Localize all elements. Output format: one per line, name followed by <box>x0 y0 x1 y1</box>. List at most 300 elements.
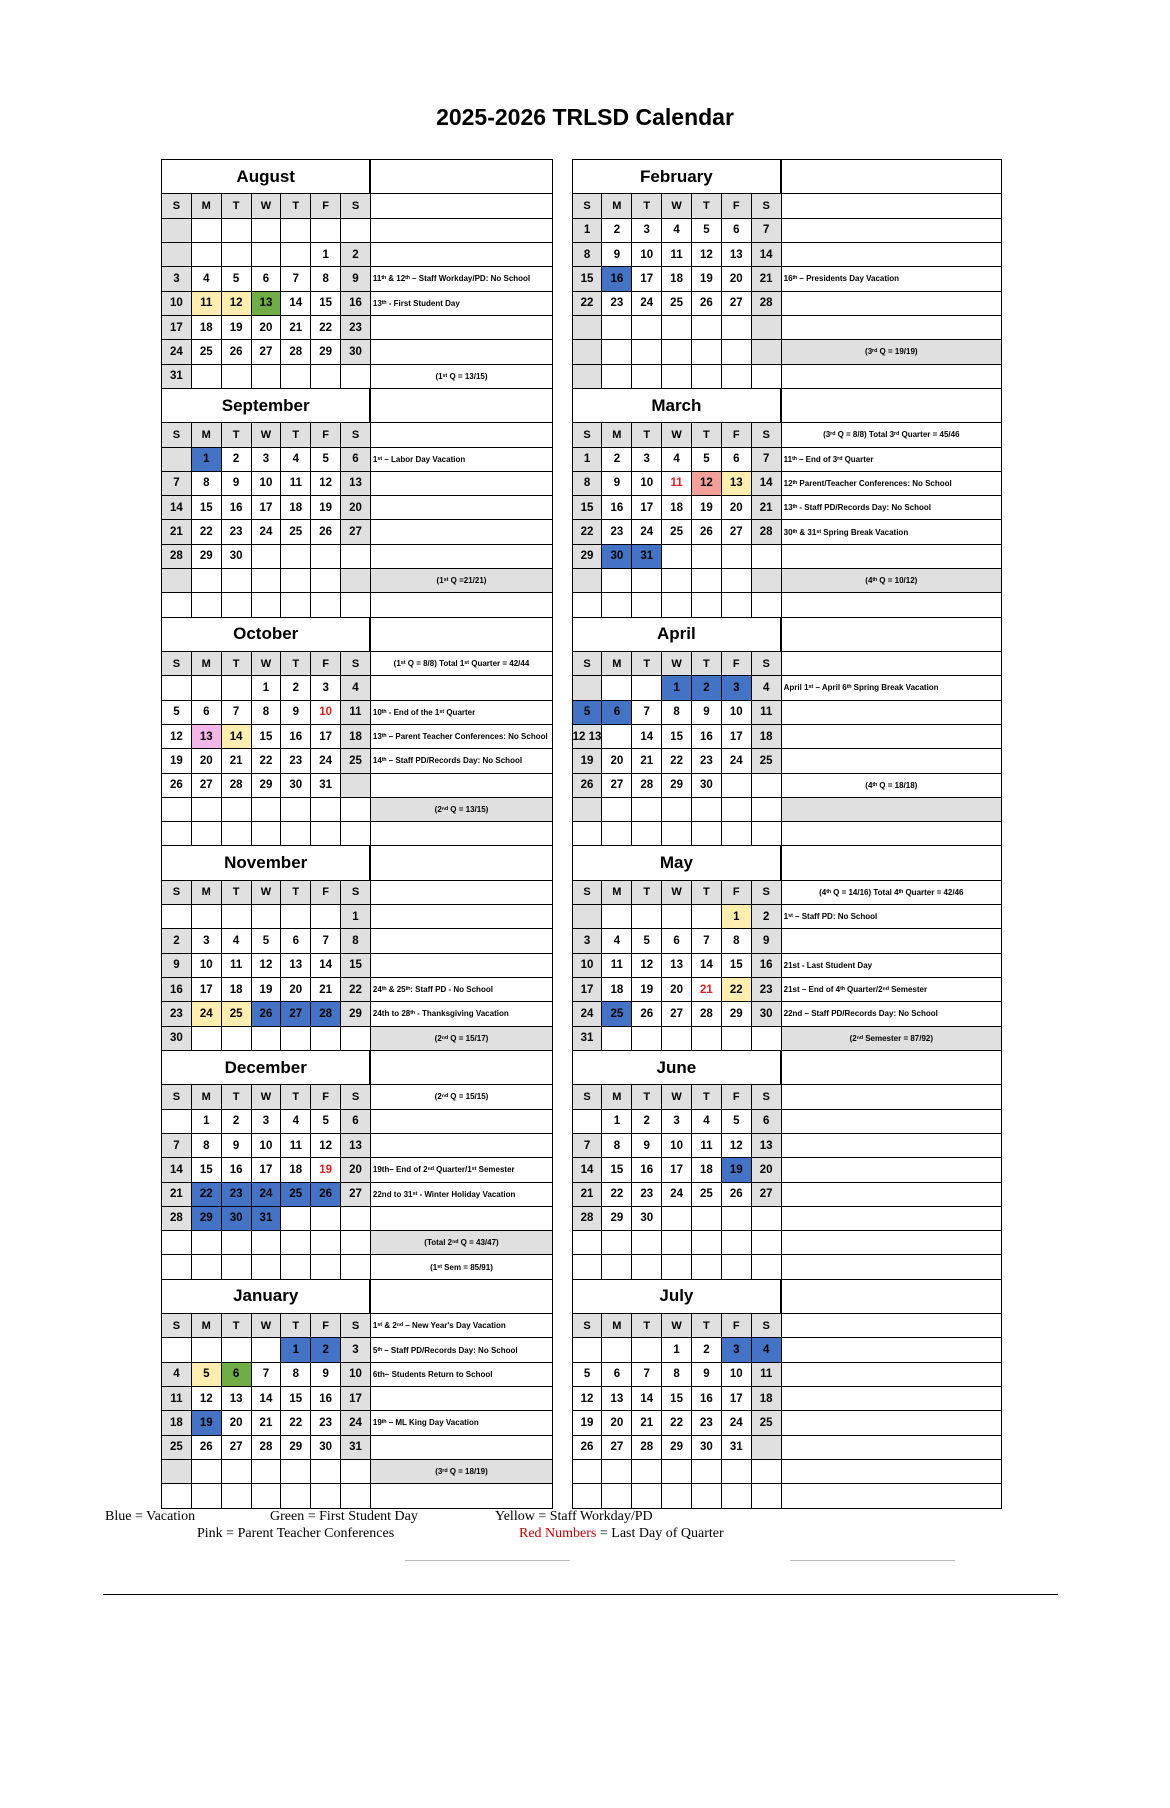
day-cell: 8 <box>191 1133 221 1157</box>
day-cell: 27 <box>602 773 632 797</box>
day-cell <box>721 569 751 593</box>
day-cell: 6 <box>602 1362 632 1386</box>
day-cell <box>341 218 371 242</box>
day-cell: 8 <box>572 243 602 267</box>
weekday-header: T <box>281 1314 311 1338</box>
note-cell: (2ⁿᵈ Q = 15/17) <box>370 1026 552 1050</box>
note-cell <box>781 218 1001 242</box>
day-cell: 2 <box>311 1338 341 1362</box>
day-cell <box>662 593 692 617</box>
day-cell: 21 <box>221 749 251 773</box>
column-gap <box>553 749 573 773</box>
day-cell: 19 <box>311 496 341 520</box>
note-cell <box>781 1362 1001 1386</box>
month-name: June <box>572 1050 781 1084</box>
day-cell: 22 <box>572 291 602 315</box>
day-cell <box>692 544 722 568</box>
day-cell: 5 <box>692 447 722 471</box>
weekday-header: T <box>692 652 722 676</box>
day-cell <box>721 315 751 339</box>
weekday-header: M <box>191 194 221 218</box>
day-cell: 18 <box>751 1387 781 1411</box>
day-cell <box>692 569 722 593</box>
day-cell <box>572 797 602 821</box>
weekday-header: S <box>572 880 602 904</box>
note-cell <box>370 194 552 218</box>
day-cell <box>632 905 662 929</box>
day-cell: 16 <box>692 1387 722 1411</box>
day-cell: 22 <box>662 749 692 773</box>
column-gap <box>553 1050 573 1084</box>
day-cell: 5 <box>251 929 281 953</box>
day-cell: 1 <box>662 1338 692 1362</box>
day-cell <box>662 1255 692 1279</box>
day-cell: 23 <box>162 1002 192 1026</box>
day-cell: 29 <box>281 1435 311 1459</box>
day-cell: 4 <box>191 267 221 291</box>
day-cell <box>632 1338 662 1362</box>
note-cell <box>370 822 552 846</box>
day-cell: 25 <box>341 749 371 773</box>
day-cell <box>221 676 251 700</box>
day-cell: 13 <box>662 953 692 977</box>
note-cell <box>370 340 552 364</box>
weekday-header: M <box>191 1314 221 1338</box>
day-cell: 31 <box>251 1206 281 1230</box>
day-cell: 28 <box>251 1435 281 1459</box>
day-cell: 4 <box>281 447 311 471</box>
month-name: January <box>162 1279 371 1313</box>
weekday-header: S <box>162 1085 192 1109</box>
day-cell: 3 <box>662 1109 692 1133</box>
day-cell <box>632 364 662 388</box>
day-cell: 28 <box>162 1206 192 1230</box>
day-cell: 16 <box>602 267 632 291</box>
day-cell: 28 <box>632 773 662 797</box>
day-cell: 29 <box>341 1002 371 1026</box>
weekday-header: T <box>221 423 251 447</box>
day-cell <box>632 1231 662 1255</box>
day-cell: 5 <box>221 267 251 291</box>
day-cell: 19 <box>191 1411 221 1435</box>
day-cell: 13 <box>251 291 281 315</box>
day-cell: 19 <box>572 749 602 773</box>
note-cell: 6th– Students Return to School <box>370 1362 552 1386</box>
column-gap <box>553 388 573 422</box>
weekday-header: W <box>662 880 692 904</box>
day-cell <box>251 1484 281 1509</box>
weekday-header: S <box>572 194 602 218</box>
note-cell <box>781 749 1001 773</box>
note-cell <box>781 364 1001 388</box>
day-cell <box>751 364 781 388</box>
note-cell: (1ˢᵗ Q = 13/15) <box>370 364 552 388</box>
day-cell: 7 <box>221 700 251 724</box>
column-gap <box>553 340 573 364</box>
day-cell: 11 <box>341 700 371 724</box>
day-cell: 28 <box>632 1435 662 1459</box>
day-cell <box>191 1484 221 1509</box>
day-cell <box>221 1338 251 1362</box>
legend-pink: Pink = Parent Teacher Conferences <box>197 1526 395 1541</box>
column-gap <box>553 1002 573 1026</box>
day-cell <box>572 1338 602 1362</box>
day-cell: 28 <box>572 1206 602 1230</box>
note-cell <box>781 291 1001 315</box>
day-cell: 15 <box>251 724 281 748</box>
weekday-header: S <box>341 880 371 904</box>
note-cell: (3ʳᵈ Q = 19/19) <box>781 340 1001 364</box>
day-cell: 8 <box>662 1362 692 1386</box>
day-cell <box>751 1206 781 1230</box>
weekday-header: F <box>721 423 751 447</box>
day-cell <box>191 1338 221 1362</box>
note-cell <box>781 194 1001 218</box>
day-cell <box>281 218 311 242</box>
note-cell: 13ᵗʰ - First Student Day <box>370 291 552 315</box>
day-cell <box>191 364 221 388</box>
day-cell <box>572 1484 602 1509</box>
weekday-header: F <box>721 194 751 218</box>
day-cell: 29 <box>191 1206 221 1230</box>
day-cell: 7 <box>162 471 192 495</box>
note-cell <box>370 520 552 544</box>
day-cell <box>191 1026 221 1050</box>
day-cell: 1 <box>191 447 221 471</box>
day-cell: 20 <box>602 1411 632 1435</box>
note-cell <box>781 724 1001 748</box>
day-cell: 13 <box>341 1133 371 1157</box>
legend-red-label: Red Numbers <box>519 1526 597 1541</box>
day-cell <box>572 340 602 364</box>
day-cell <box>311 1231 341 1255</box>
day-cell <box>162 1231 192 1255</box>
day-cell: 2 <box>341 243 371 267</box>
weekday-header: T <box>221 652 251 676</box>
column-gap <box>553 1459 573 1483</box>
day-cell <box>572 1109 602 1133</box>
note-cell <box>370 905 552 929</box>
day-cell: 29 <box>662 773 692 797</box>
note-cell: (Total 2ⁿᵈ Q = 43/47) <box>370 1231 552 1255</box>
day-cell <box>751 315 781 339</box>
day-cell: 25 <box>221 1002 251 1026</box>
day-cell: 27 <box>602 1435 632 1459</box>
weekday-header: S <box>572 423 602 447</box>
weekday-header: W <box>662 1085 692 1109</box>
column-gap <box>553 773 573 797</box>
day-cell: 27 <box>341 1182 371 1206</box>
day-cell: 28 <box>162 544 192 568</box>
day-cell: 3 <box>162 267 192 291</box>
day-cell: 12 <box>191 1387 221 1411</box>
weekday-header: S <box>341 652 371 676</box>
day-cell <box>602 315 632 339</box>
day-cell: 24 <box>162 340 192 364</box>
day-cell <box>251 1255 281 1279</box>
day-cell: 27 <box>721 291 751 315</box>
day-cell: 23 <box>221 1182 251 1206</box>
day-cell: 9 <box>162 953 192 977</box>
day-cell <box>602 1231 632 1255</box>
day-cell: 14 <box>572 1158 602 1182</box>
day-cell: 21 <box>632 749 662 773</box>
column-gap <box>553 569 573 593</box>
day-cell <box>191 218 221 242</box>
day-cell <box>751 1255 781 1279</box>
day-cell <box>281 797 311 821</box>
day-cell <box>751 773 781 797</box>
weekday-header: W <box>662 652 692 676</box>
day-cell <box>281 1484 311 1509</box>
day-cell <box>632 822 662 846</box>
day-cell: 7 <box>162 1133 192 1157</box>
day-cell: 22 <box>191 520 221 544</box>
day-cell <box>602 905 632 929</box>
day-cell <box>751 797 781 821</box>
day-cell: 23 <box>602 520 632 544</box>
weekday-header: S <box>162 194 192 218</box>
day-cell <box>572 1459 602 1483</box>
day-cell: 16 <box>162 978 192 1002</box>
day-cell: 14 <box>162 496 192 520</box>
column-gap <box>553 880 573 904</box>
form-line-left <box>405 1560 570 1561</box>
note-cell <box>781 1158 1001 1182</box>
day-cell: 17 <box>251 496 281 520</box>
weekday-header: T <box>632 423 662 447</box>
day-cell: 16 <box>602 496 632 520</box>
day-cell: 23 <box>602 291 632 315</box>
day-cell: 4 <box>751 676 781 700</box>
day-cell: 20 <box>341 1158 371 1182</box>
day-cell <box>662 364 692 388</box>
day-cell: 30 <box>632 1206 662 1230</box>
day-cell: 30 <box>281 773 311 797</box>
day-cell: 22 <box>341 978 371 1002</box>
day-cell <box>311 1255 341 1279</box>
day-cell: 27 <box>221 1435 251 1459</box>
day-cell: 23 <box>692 749 722 773</box>
day-cell: 12 <box>311 1133 341 1157</box>
day-cell: 10 <box>251 471 281 495</box>
day-cell: 11 <box>221 953 251 977</box>
note-cell <box>781 1338 1001 1362</box>
note-cell: 19ᵗʰ – ML King Day Vacation <box>370 1411 552 1435</box>
day-cell: 6 <box>191 700 221 724</box>
day-cell <box>632 593 662 617</box>
day-cell: 14 <box>751 243 781 267</box>
note-cell <box>781 822 1001 846</box>
day-cell: 21 <box>251 1411 281 1435</box>
notes-header <box>781 388 1001 422</box>
day-cell <box>311 1484 341 1509</box>
day-cell: 10 <box>632 471 662 495</box>
day-cell: 29 <box>721 1002 751 1026</box>
note-cell: (3ʳᵈ Q = 18/19) <box>370 1459 552 1483</box>
day-cell: 17 <box>191 978 221 1002</box>
day-cell: 5 <box>721 1109 751 1133</box>
day-cell: 7 <box>692 929 722 953</box>
day-cell <box>662 315 692 339</box>
day-cell: 28 <box>221 773 251 797</box>
day-cell <box>662 569 692 593</box>
day-cell: 27 <box>281 1002 311 1026</box>
day-cell <box>692 1231 722 1255</box>
note-cell <box>370 471 552 495</box>
day-cell: 3 <box>632 218 662 242</box>
day-cell: 30 <box>692 1435 722 1459</box>
day-cell: 12 <box>311 471 341 495</box>
weekday-header: T <box>692 194 722 218</box>
weekday-header: W <box>662 423 692 447</box>
day-cell <box>251 1026 281 1050</box>
day-cell: 10 <box>162 291 192 315</box>
day-cell: 16 <box>311 1387 341 1411</box>
note-cell <box>781 1109 1001 1133</box>
day-cell <box>281 243 311 267</box>
day-cell: 13 <box>751 1133 781 1157</box>
day-cell: 17 <box>721 724 751 748</box>
day-cell: 28 <box>751 291 781 315</box>
day-cell: 24 <box>572 1002 602 1026</box>
day-cell: 17 <box>662 1158 692 1182</box>
day-cell: 6 <box>751 1109 781 1133</box>
day-cell <box>602 1484 632 1509</box>
day-cell: 30 <box>341 340 371 364</box>
day-cell <box>251 569 281 593</box>
column-gap <box>553 676 573 700</box>
day-cell <box>751 1484 781 1509</box>
day-cell: 2 <box>221 1109 251 1133</box>
day-cell: 19 <box>692 267 722 291</box>
day-cell <box>341 544 371 568</box>
weekday-header: T <box>221 880 251 904</box>
day-cell: 14 <box>632 724 662 748</box>
day-cell: 6 <box>221 1362 251 1386</box>
note-cell <box>370 880 552 904</box>
notes-header <box>370 388 552 422</box>
day-cell: 7 <box>751 218 781 242</box>
day-cell <box>572 593 602 617</box>
day-cell: 14 <box>692 953 722 977</box>
day-cell <box>751 544 781 568</box>
day-cell <box>572 569 602 593</box>
day-cell <box>751 1435 781 1459</box>
day-cell <box>221 1026 251 1050</box>
day-cell: 11 <box>281 471 311 495</box>
column-gap <box>553 1435 573 1459</box>
day-cell <box>341 593 371 617</box>
day-cell <box>721 1026 751 1050</box>
column-gap <box>553 1206 573 1230</box>
note-cell <box>370 423 552 447</box>
day-cell: 24 <box>632 520 662 544</box>
day-cell <box>602 569 632 593</box>
day-cell: 8 <box>311 267 341 291</box>
day-cell: 27 <box>662 1002 692 1026</box>
weekday-header: W <box>251 1085 281 1109</box>
note-cell <box>370 1387 552 1411</box>
day-cell: 25 <box>662 520 692 544</box>
day-cell <box>221 218 251 242</box>
weekday-header: S <box>341 423 371 447</box>
day-cell <box>721 1206 751 1230</box>
column-gap <box>553 905 573 929</box>
note-cell <box>781 1231 1001 1255</box>
note-cell: 1ˢᵗ – Staff PD: No School <box>781 905 1001 929</box>
day-cell <box>692 1459 722 1483</box>
day-cell: 27 <box>191 773 221 797</box>
weekday-header: F <box>311 652 341 676</box>
day-cell: 17 <box>311 724 341 748</box>
notes-header <box>370 617 552 651</box>
weekday-header: S <box>162 1314 192 1338</box>
day-cell <box>162 1459 192 1483</box>
day-cell: 8 <box>721 929 751 953</box>
day-cell: 17 <box>721 1387 751 1411</box>
day-cell <box>341 1484 371 1509</box>
day-cell: 31 <box>572 1026 602 1050</box>
day-cell: 9 <box>311 1362 341 1386</box>
day-cell <box>191 797 221 821</box>
column-gap <box>553 593 573 617</box>
note-cell <box>781 1133 1001 1157</box>
day-cell <box>162 1338 192 1362</box>
day-cell <box>602 797 632 821</box>
day-cell: 9 <box>632 1133 662 1157</box>
notes-header <box>781 846 1001 880</box>
day-cell: 25 <box>281 1182 311 1206</box>
day-cell: 13 <box>281 953 311 977</box>
day-cell: 13 <box>191 724 221 748</box>
day-cell: 31 <box>162 364 192 388</box>
day-cell <box>281 1026 311 1050</box>
day-cell: 17 <box>632 267 662 291</box>
column-gap <box>553 929 573 953</box>
notes-header <box>781 617 1001 651</box>
day-cell <box>662 1231 692 1255</box>
day-cell: 20 <box>221 1411 251 1435</box>
note-cell <box>781 1459 1001 1483</box>
column-gap <box>553 1314 573 1338</box>
day-cell <box>251 593 281 617</box>
day-cell: 14 <box>632 1387 662 1411</box>
column-gap <box>553 194 573 218</box>
day-cell: 28 <box>281 340 311 364</box>
note-cell <box>781 1085 1001 1109</box>
day-cell: 20 <box>721 267 751 291</box>
day-cell: 21 <box>751 496 781 520</box>
weekday-header: T <box>221 1314 251 1338</box>
day-cell: 26 <box>311 1182 341 1206</box>
weekday-header: S <box>751 652 781 676</box>
day-cell: 4 <box>751 1338 781 1362</box>
weekday-header: T <box>281 194 311 218</box>
day-cell: 21 <box>632 1411 662 1435</box>
day-cell: 23 <box>221 520 251 544</box>
day-cell <box>572 1255 602 1279</box>
day-cell <box>251 218 281 242</box>
note-cell: 1ˢᵗ & 2ⁿᵈ – New Year's Day Vacation <box>370 1314 552 1338</box>
day-cell: 21 <box>162 520 192 544</box>
column-gap <box>553 291 573 315</box>
day-cell <box>751 569 781 593</box>
day-cell <box>692 364 722 388</box>
column-gap <box>553 1085 573 1109</box>
note-cell: April 1ˢᵗ – April 6ᵗʰ Spring Break Vacation <box>781 676 1001 700</box>
day-cell: 6 <box>281 929 311 953</box>
